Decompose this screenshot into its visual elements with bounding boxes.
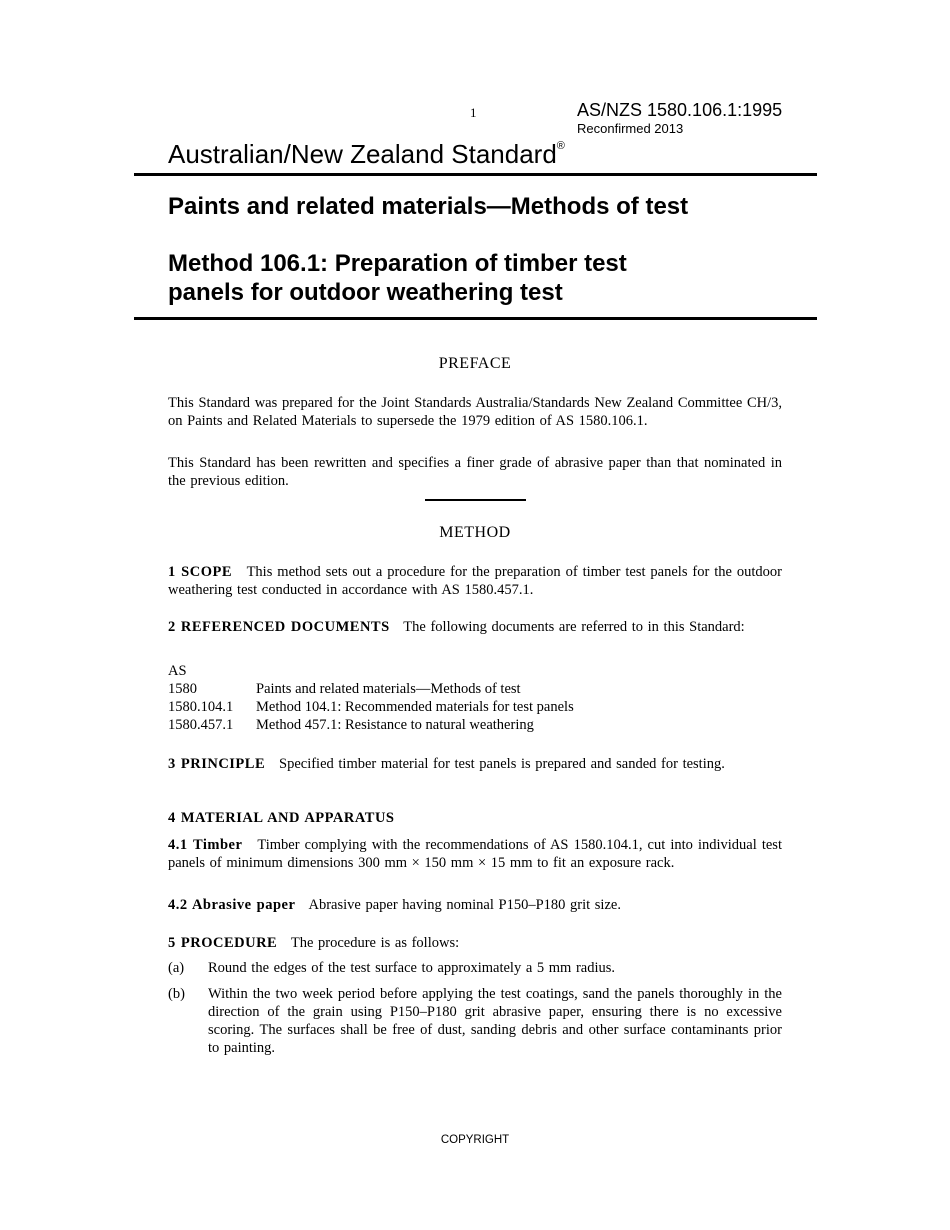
series-title: Paints and related materials—Methods of test [168, 193, 689, 220]
abrasive-text: Abrasive paper having nominal P150–P180 grit size. [308, 897, 621, 913]
reference-code: 1580.104.1 [168, 699, 234, 715]
top-rule [134, 173, 817, 176]
abrasive-heading: 4.2 Abrasive paper [168, 897, 296, 913]
referenced-documents-heading: 2 REFERENCED DOCUMENTS [168, 619, 390, 635]
timber-section [168, 836, 782, 872]
reference-code: 1580.457.1 [168, 717, 234, 733]
step-label: (a) [168, 960, 185, 976]
material-heading-text: 4 MATERIAL AND APPARATUS [168, 810, 395, 826]
method-heading: METHOD [439, 524, 511, 541]
title-bottom-rule [134, 317, 817, 320]
principle-section [168, 755, 782, 773]
timber-heading: 4.1 Timber [168, 837, 243, 853]
step-text: Round the edges of the test surface to approximately a 5 mm radius. [208, 960, 616, 976]
reference-group-label: AS [168, 663, 187, 679]
preface-paragraph-1: This Standard was prepared for the Joint Standards Australia/Standards New Zealand Committee CH/3, on Paints and Related Materials to supersede the 1979 edition of AS 1580.106.1. [168, 395, 782, 429]
standard-title [168, 139, 565, 170]
referenced-documents-section [168, 618, 782, 636]
reconfirmed-note: Reconfirmed 2013 [577, 121, 684, 136]
reference-row [168, 680, 521, 698]
preface-heading: PREFACE [438, 355, 512, 372]
step-text: Within the two week period before applying the test coatings, sand the panels thoroughly in the direction of the grain using P150–P180 grit abrasive paper, ensuring there is no excessive scoring. The surfaces shall be free of dust, sanding debris and other surface contaminants prior to painting. [208, 986, 782, 1056]
reference-row [168, 698, 574, 716]
registered-mark: ® [556, 140, 565, 152]
standard-title-text: Australian/New Zealand Standard [168, 139, 557, 169]
principle-text: Specified timber material for test panels is prepared and sanded for testing. [279, 756, 725, 772]
copyright-footer: COPYRIGHT [440, 1134, 510, 1146]
procedure-step [168, 959, 782, 977]
scope-text: This method sets out a procedure for the preparation of timber test panels for the outdoor weathering test conducted in accordance with AS 1580.457.1. [168, 564, 782, 598]
preface-paragraph-2: This Standard has been rewritten and specifies a finer grade of abrasive paper than that nominated in the previous edition. [168, 455, 782, 489]
procedure-heading: 5 PROCEDURE [168, 935, 278, 951]
step-label: (b) [168, 986, 185, 1002]
reference-row [168, 716, 534, 734]
scope-heading: 1 SCOPE [168, 564, 233, 580]
reference-title: Method 104.1: Recommended materials for test panels [256, 699, 574, 715]
page-number: 1 [470, 105, 477, 120]
referenced-documents-text: The following documents are referred to in this Standard: [403, 619, 745, 635]
reference-title: Paints and related materials—Methods of test [256, 681, 521, 697]
principle-heading: 3 PRINCIPLE [168, 756, 266, 772]
material-heading [168, 809, 782, 827]
timber-text: Timber complying with the recommendations of AS 1580.104.1, cut into individual test panels of minimum dimensions 300 mm × 150 mm × 15 mm to fit an exposure rack. [168, 837, 782, 871]
method-title-line1: Method 106.1: Preparation of timber test [168, 250, 627, 277]
reference-title: Method 457.1: Resistance to natural weathering [256, 717, 534, 733]
reference-code: 1580 [168, 681, 197, 697]
abrasive-section [168, 896, 782, 914]
standard-number: AS/NZS 1580.106.1:1995 [577, 100, 783, 120]
method-title [168, 249, 627, 307]
section-divider [425, 499, 526, 501]
procedure-text: The procedure is as follows: [290, 935, 460, 951]
scope-section [168, 563, 782, 599]
method-title-line2: panels for outdoor weathering test [168, 279, 563, 306]
procedure-step [168, 985, 782, 1057]
procedure-section [168, 934, 782, 952]
